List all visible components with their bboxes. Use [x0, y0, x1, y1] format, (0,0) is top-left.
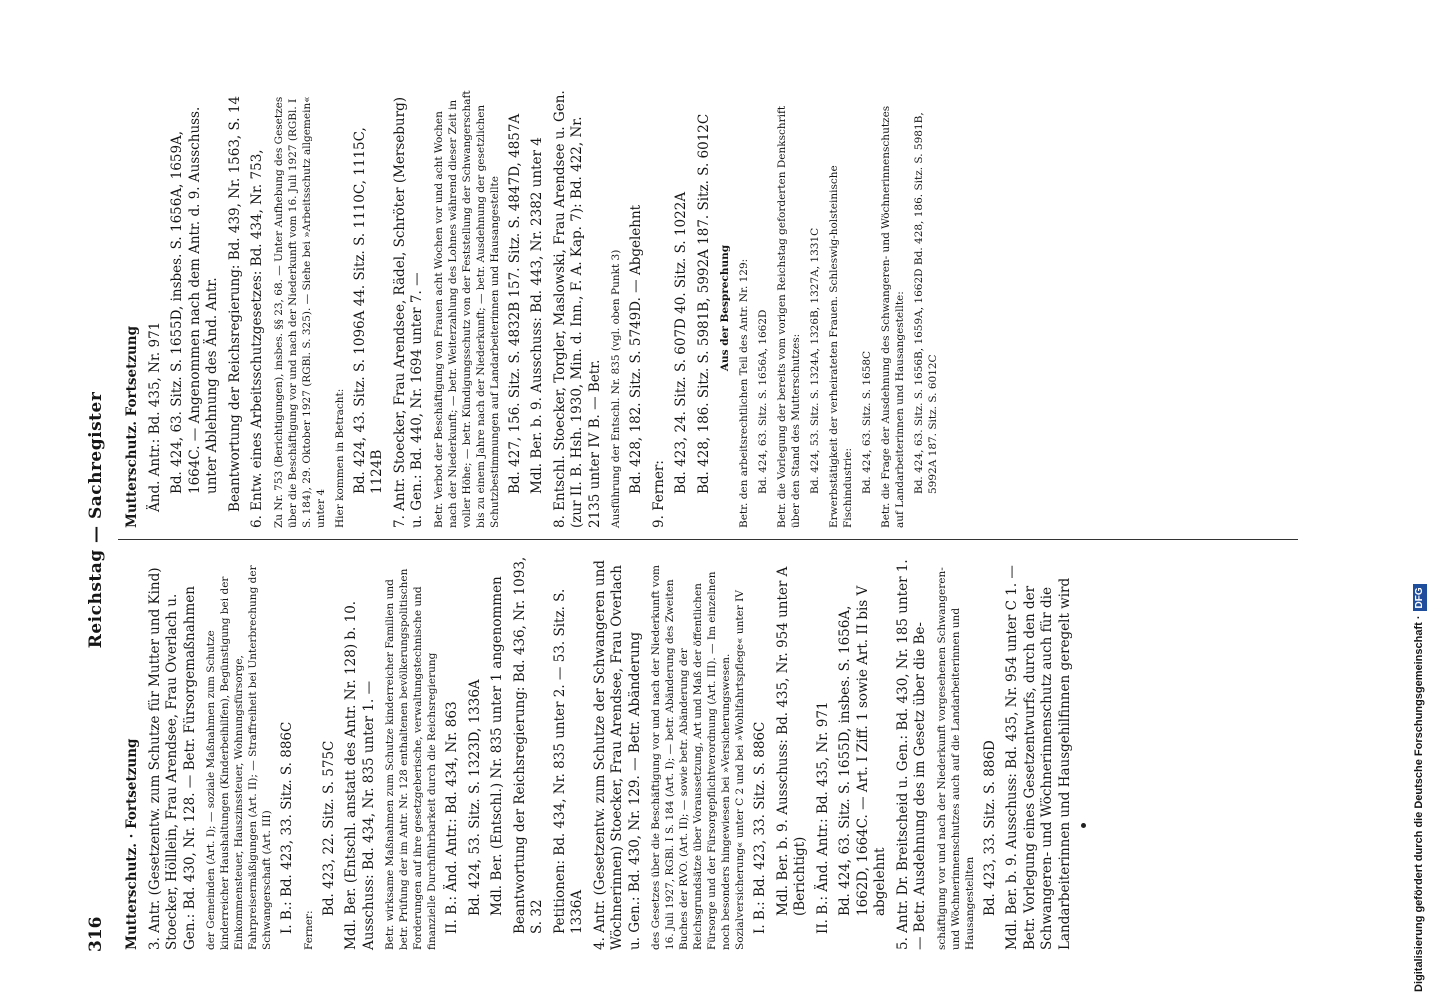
entry-block: Petitionen: Bd. 434, Nr. 835 unter 2. — 53. Sitz. S. 1336A: [551, 588, 585, 934]
entry-block: II. B.: Änd. Antr.: Bd. 435, Nr. 971: [814, 701, 831, 934]
entry-block: Betr. wirksame Maßnahmen zum Schutze kinderreicher Familien und betr. Prüfung der im Antr. Nr. 128 enthaltenen bevölkerungspolitischen Forderungen auf ihre gesetzgeberische, verwaltungstechnische und finanzielle Durchführbarkeit durch die Reichsregierung: [384, 568, 438, 950]
entry-block: Hier kommen in Betracht:: [333, 388, 346, 528]
page-header: [78, 80, 118, 960]
entry-block: Bd. 424, 63. Sitz. S. 1658C: [861, 350, 873, 494]
rotated-page-content: [78, 80, 1318, 960]
entry-block: Mdl. Ber. b. 9. Ausschuss: Bd. 443, Nr. 2382 unter 4: [529, 137, 545, 494]
entry-block: Bd. 424, 43. Sitz. S. 1096A 44. Sitz. S. 1110C, 1115C, 1124B: [351, 127, 385, 494]
entry-block: Bd. 423, 24. Sitz. S. 607D 40. Sitz. S. 1022A: [673, 191, 689, 494]
right-column: [124, 88, 945, 528]
entry-block: II. B.: Änd. Antr.: Bd. 434, Nr. 863: [444, 701, 460, 934]
entry-block: 5. Antr. Dr. Breitscheid u. Gen.: Bd. 430, Nr. 185 unter 1. — Betr. Ausdehnung des im Gesetz über die Be-: [894, 559, 928, 950]
entry-block: Betr. die Frage der Ausdehnung des Schwangeren- und Wöchnerinnenschutzes auf Landarbeiterinnen und Hausangestellte:: [880, 105, 906, 528]
digitization-credit: [1408, 0, 1430, 992]
entry-block: Ferner:: [302, 910, 315, 950]
entry-block: 8. Entschl. Stoecker, Torgler, Maslowski, Frau Arendsee u. Gen. (zur II. B. Hsh. 1930, Min. d. Inn., F. A. Kap. 7): Bd. 422, Nr. 2135 unter IV B. — Betr.: [551, 90, 603, 528]
entry-block: Mdl. Ber. (Entschl. anstatt des Antr. Nr. 128) b. 10. Ausschuss: Bd. 434, Nr. 835 unter 1. —: [343, 600, 377, 950]
entry-block: Mutterschutz. Fortsetzung: [124, 325, 140, 528]
entry-block: 4. Antr. (Gesetzentw. zum Schutze der Schwangeren und Wöchnerinnen) Stoecker, Frau Arendsee, Frau Overlach u. Gen.: Bd. 430, Nr. 129. — Betr. Abänderung: [591, 560, 643, 950]
entry-block: des Gesetzes über die Beschäftigung vor und nach der Niederkunft vom 16. Juli 1927, RGBl. I S. 184 (Art. I); — betr. Abänderung des Zweiten Buches der RVO. (Art. II); — sowie betr. Abänderung der Reichsgrundsätze über Voraussetzung, Art und Maß der öffentlichen Fürsorge und der Fürsorgepflichtverordnung (Art. III). — Im einzelnen noch besonders hingewiesen bei »Versicherungswesen. Sozialversicherung« unter C 2 und bei »Wohlfahrtspflege« unter IV: [650, 565, 746, 950]
entry-block: Ausführung der Entschl. Nr. 835 (vgl. oben Punkt 3): [610, 249, 622, 528]
entry-block: Betr. den arbeitsrechtlichen Teil des Antr. Nr. 129:: [738, 258, 750, 528]
entry-block: 9. Ferner:: [650, 460, 667, 528]
entry-block: Beantwortung der Reichsregierung: Bd. 439, Nr. 1563, S. 14: [226, 95, 243, 512]
entry-block: 7. Antr. Stoecker, Frau Arendsee, Rädel, Schröter (Merseburg) u. Gen.: Bd. 440, Nr. 1694 unter 7. —: [391, 97, 425, 528]
entry-block: Bd. 427, 156. Sitz. S. 4832B 157. Sitz. S. 4847D, 4857A: [506, 113, 523, 494]
entry-block: Bd. 424, 63. Sitz. S. 1655D, insbes. S. 1656A, 1659A, 1664C. — Angenommen nach dem Antr. d. 9. Ausschuss. unter Ablehnung des Änd. Antr.: [169, 106, 220, 494]
entry-block: Bd. 424, 63. Sitz. S. 1656A, 1662D: [757, 309, 769, 494]
left-column: [124, 555, 1079, 950]
entry-block: I. B.: Bd. 423, 33. Sitz. S. 886C: [752, 721, 768, 934]
entry-block: I. B.: Bd. 423, 33. Sitz. S. 886C: [279, 721, 295, 934]
entry-block: Zu Nr. 753 (Berichtigungen), insbes. §§ 23, 68. — Unter Aufhebung des Gesetzes über die Beschäftigung vor und nach der Niederkunft vom 16. Juli 1927 (RGBl. I S. 184), 29. Oktober 1927 (RGBl. S. 325). — Siehe bei »Arbeitsschutz allgemein« unter 4: [272, 96, 327, 528]
entry-block: Mdl. Ber. (Entschl.) Nr. 835 unter 1 angenommen: [489, 576, 505, 916]
entry-block: Mutterschutz. · Fortsetzung: [124, 738, 140, 950]
entry-block: Betr. die Vorlegung der bereits vom vorigen Reichstag geforderten Denkschrift über den Stand des Mutterschutzes:: [776, 105, 802, 528]
entry-block: Mdl. Ber. b. 9. Ausschuss: Bd. 435, Nr. 954 unter C 1. — Betr. Vorlegung eines Gesetzentwurfs, durch den der Schwangeren- und Wöchnerinnenschutz auch für die Landarbeiterinnen und Hausgehilfinnen geregelt wird: [1004, 565, 1073, 950]
page-number: 316: [86, 916, 106, 952]
entry-block: Bd. 428, 182. Sitz. S. 5749D. — Abgelehnt: [628, 204, 644, 494]
entry-block: Bd. 424, 53. Sitz. S. 1323D, 1336A: [466, 679, 483, 916]
ink-speck: [1081, 823, 1086, 828]
entry-block: Bd. 424, 63. Sitz. S. 1655D, insbes. S. 1656A, 1662D, 1664C. — Art. I Ziff. 1 sowie Art. II bis V abgelehnt: [837, 585, 888, 916]
entry-block: Bd. 424, 63. Sitz. S. 1656B, 1659A, 1662D Bd. 428, 186. Sitz. S. 5981B, 5992A 187. Sitz. S. 6012C: [913, 112, 939, 494]
dfg-logo: DFG: [1413, 584, 1427, 611]
entry-block: Bd. 423, 22. Sitz. S. 575C: [320, 740, 337, 916]
entry-block: der Gemeinden (Art. I); — soziale Maßnahmen zum Schutze kinderreicher Haushaltungen (Kinderbeihilfen), Begünstigung bei der Einkommensteuer, Hauszinssteuer, Wohnungsfürsorge, Fahrpreisermäßigungen (Art. II); — Straffreiheit bei Unterbrechung der Schwangerschaft (Art. III): [205, 565, 273, 950]
column-divider: [118, 539, 1298, 540]
entry-block: Änd. Antr.: Bd. 435, Nr. 971: [146, 321, 163, 512]
entry-block: schäftigung vor und nach der Niederkunft vorgesehenen Schwangeren- und Wöchnerinnenschutzes auch auf die Landarbeiterinnen und Hausangestellten: [935, 567, 976, 950]
entry-block: 3. Antr. (Gesetzentw. zum Schutze für Mutter und Kind) Stoecker, Hölllein, Frau Arendsee, Frau Overlach u. Gen.: Bd. 430, Nr. 128. — Betr. Fürsorgemaßnahmen: [146, 567, 198, 950]
entry-block: Bd. 424, 53. Sitz. S. 1324A, 1326B, 1327A, 1331C: [809, 227, 821, 494]
entry-block: Aus der Besprechung: [719, 244, 731, 372]
entry-block: Erwerbstätigkeit der verheirateten Frauen. Schleswig-holsteinische Fischindustrie:: [828, 165, 854, 528]
running-title: Reichstag — Sachregister: [86, 391, 106, 649]
entry-block: Bd. 423, 33. Sitz. S. 886D: [981, 740, 998, 916]
credit-text: Digitalisierung gefördert durch die Deutsche Forschungsgemeinschaft ·: [1413, 615, 1425, 992]
entry-block: Mdl. Ber. b. 9. Ausschuss: Bd. 435, Nr. 954 unter A (Berichtigt): [774, 566, 808, 916]
entry-block: 6. Entw. eines Arbeitsschutzgesetzes: Bd. 434, Nr. 753,: [249, 149, 265, 528]
entry-block: Betr. Verbot der Beschäftigung von Frauen acht Wochen vor und acht Wochen nach der Niederkunft; — betr. Weiterzahlung des Lohnes während dieser Zeit in voller Höhe; — betr. Kündigungsschutz von der Feststellung der Schwangerschaft bis zu einem Jahre nach der Niederkunft; — betr. Ausdehnung der gesetzlichen Schutzbestimmungen auf Landarbeiterinnen und Hausangestellte: [432, 90, 501, 528]
entry-block: Beantwortung der Reichsregierung: Bd. 436, Nr. 1093, S. 32: [511, 556, 545, 934]
entry-block: Bd. 428, 186. Sitz. S. 5981B, 5992A 187. Sitz. S. 6012C: [695, 113, 712, 494]
